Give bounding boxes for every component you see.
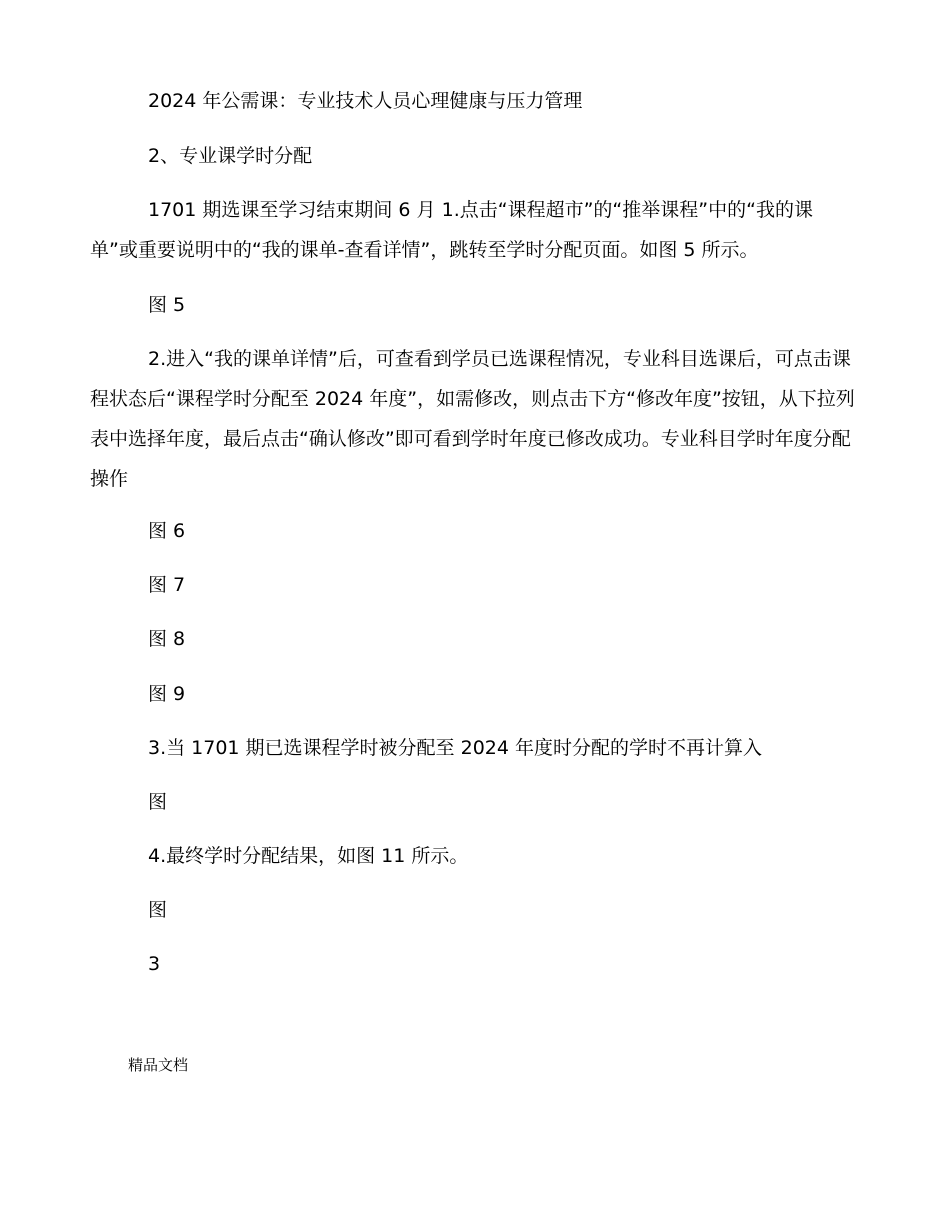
- figure-caption-9: 图 9: [148, 683, 186, 705]
- figure-caption: 图: [148, 899, 168, 921]
- document-title: 2024 年公需课：专业技术人员心理健康与压力管理: [148, 90, 583, 112]
- figure-caption-6: 图 6: [148, 520, 186, 542]
- paragraph-step-4: 4.最终学时分配结果，如图 11 所示。: [148, 845, 469, 867]
- figure-caption: 图: [148, 791, 168, 813]
- paragraph-step-3: 3.当 1701 期已选课程学时被分配至 2024 年度时分配的学时不再计算入: [148, 737, 762, 759]
- section-heading: 2、专业课学时分配: [148, 145, 313, 167]
- page-number: 3: [148, 953, 161, 975]
- figure-caption-7: 图 7: [148, 574, 186, 596]
- figure-caption-5: 图 5: [148, 294, 186, 316]
- footer-label: 精品文档: [128, 1056, 189, 1074]
- paragraph-step-1: 1701 期选课至学习结束期间 6 月 1.点击“课程超市”的“推举课程”中的“我的课单”或重要说明中的“我的课单-查看详情”，跳转至学时分配页面。如图 5 所示。: [90, 199, 813, 261]
- figure-caption-8: 图 8: [148, 628, 186, 650]
- paragraph-step-2: 2.进入“我的课单详情”后，可查看到学员已选课程情况，专业科目选课后，可点击课程状态后“课程学时分配至 2024 年度”，如需修改，则点击下方“修改年度”按钮，从下拉列表中选择年度，最后点击“确认修改”即可看到学时年度已修改成功。专业科目学时年度分配操作: [90, 348, 855, 490]
